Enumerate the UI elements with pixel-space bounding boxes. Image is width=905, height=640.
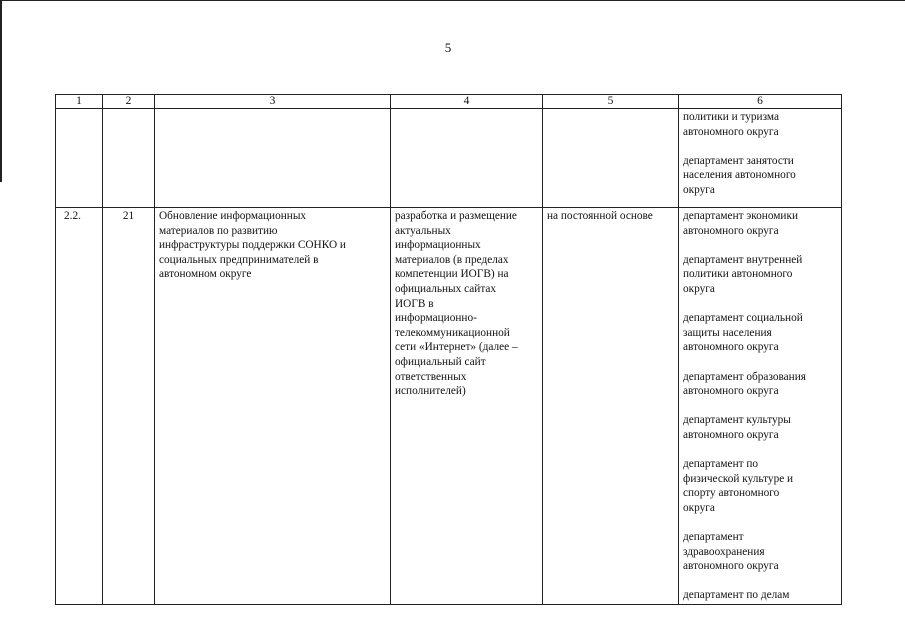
text-line: автономного округа [683, 224, 779, 237]
text-line: официальный сайт [395, 355, 486, 368]
text-line: компетенции ИОГВ) на [395, 268, 509, 281]
text-line: информационно- [395, 312, 477, 325]
text-line: автономного округа [683, 125, 779, 138]
text-line: департамент экономики [683, 210, 798, 222]
page-number: 5 [444, 40, 452, 55]
text-line: политики автономного [683, 268, 793, 281]
text-line: здравоохранения [683, 545, 765, 558]
header-row [56, 95, 842, 109]
plan-table [55, 94, 842, 605]
cell-mechanism [391, 208, 543, 605]
text-line: ответственных [395, 370, 467, 383]
cell-empty [543, 109, 679, 208]
text-line: автономного округа [683, 341, 779, 354]
header-col-5: 5 [543, 95, 679, 109]
text-line: физической культуре и [683, 472, 794, 485]
cell-empty [391, 109, 543, 208]
table-row-2-2 [56, 208, 842, 605]
text-line: автономного округа [683, 428, 779, 441]
header-col-1: 1 [56, 95, 103, 109]
text-line: департамент внутренней [683, 253, 803, 266]
text-line: автономном округе [159, 268, 252, 281]
text-line: округа [683, 183, 715, 196]
text-line: департамент культуры [683, 414, 791, 427]
cell-item-number: 2.2. [56, 208, 103, 605]
header-col-6: 6 [679, 95, 842, 109]
text-line: департамент социальной [683, 312, 803, 325]
text-line: округа [683, 282, 715, 295]
text-line: департамент по делам [683, 589, 790, 602]
header-col-3: 3 [155, 95, 391, 109]
cell-sequence-number: 21 [103, 208, 155, 605]
text-line: Обновление информационных [159, 210, 307, 222]
cell-empty [155, 109, 391, 208]
text-line: телекоммуникационной [395, 326, 510, 339]
table-row-continued [56, 109, 842, 208]
text-line: материалов (в пределах [395, 253, 509, 266]
text-line: округа [683, 501, 715, 514]
text-line: автономного округа [683, 560, 779, 573]
text-line: политики и туризма [683, 111, 779, 123]
text-line: департамент по [683, 458, 759, 471]
cell-empty [103, 109, 155, 208]
cell-empty [56, 109, 103, 208]
cell-deadline: на постоянной основе [543, 208, 679, 605]
text-line: ИОГВ в [395, 297, 434, 310]
cell-responsible-continued [679, 109, 842, 208]
header-col-4: 4 [391, 95, 543, 109]
text-line: официальных сайтах [395, 282, 497, 295]
text-line: актуальных [395, 224, 451, 237]
text-line: населения автономного [683, 169, 796, 182]
text-line: департамент образования [683, 370, 806, 383]
text-line: материалов по развитию [159, 224, 278, 237]
header-col-2: 2 [103, 95, 155, 109]
text-line: инфраструктуры поддержки СОНКО и [159, 239, 346, 252]
text-line: защиты населения [683, 326, 772, 339]
cell-activity [155, 208, 391, 605]
text-line: разработка и размещение [395, 210, 517, 222]
scan-edge-top [0, 0, 905, 1]
text-line: социальных предпринимателей в [159, 253, 319, 266]
text-line: департамент занятости [683, 154, 794, 167]
text-line: департамент [683, 531, 744, 544]
text-line: автономного округа [683, 385, 779, 398]
scan-edge-left [0, 0, 2, 182]
text-line: исполнителей) [395, 385, 466, 398]
text-line: информационных [395, 239, 481, 252]
text-line: сети «Интернет» (далее – [395, 341, 518, 354]
text-line: спорту автономного [683, 487, 780, 500]
cell-responsible [679, 208, 842, 605]
